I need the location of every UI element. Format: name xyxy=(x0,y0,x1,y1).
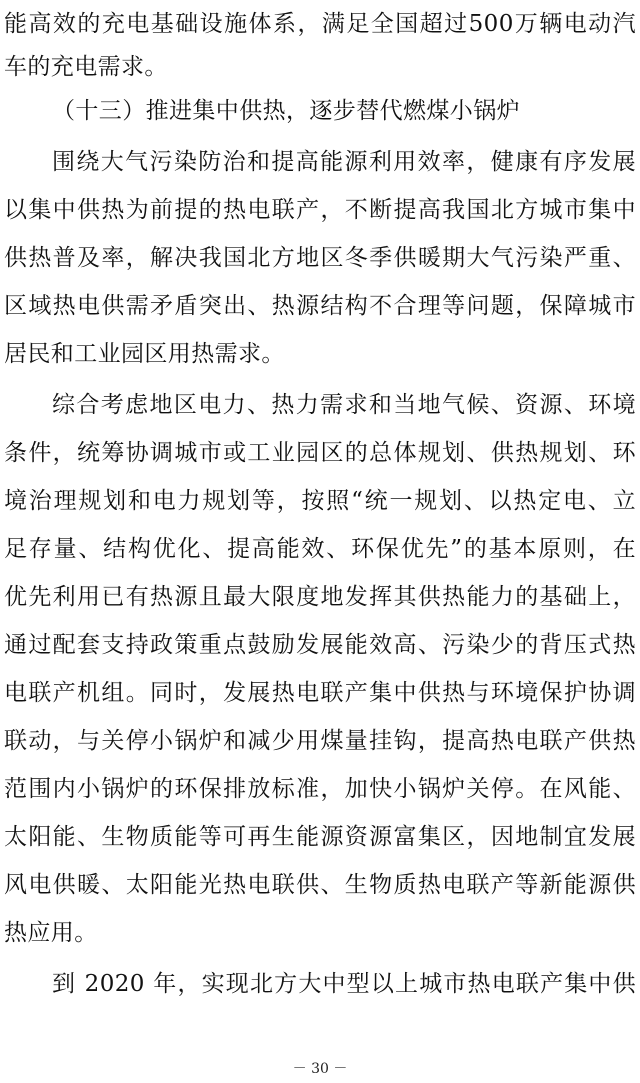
text-line: 通过配套支持政策重点鼓励发展能效高、污染少的背压式热 xyxy=(4,632,636,658)
text-line: 风电供暖、太阳能光热电联供、生物质热电联产等新能源供 xyxy=(4,872,636,898)
text-line: 区域热电供需矛盾突出、热源结构不合理等问题，保障城市 xyxy=(4,293,636,319)
text-line: 联动，与关停小锅炉和减少用煤量挂钩，提高热电联产供热 xyxy=(4,728,636,754)
section-heading: （十三）推进集中供热，逐步替代燃煤小锅炉 xyxy=(52,98,520,124)
text-line: 以集中供热为前提的热电联产，不断提高我国北方城市集中 xyxy=(4,197,636,223)
text-line: 围绕大气污染防治和提高能源利用效率，健康有序发展 xyxy=(52,149,636,175)
page-number: － 30 － xyxy=(292,1061,348,1077)
text-line: 范围内小锅炉的环保排放标准，加快小锅炉关停。在风能、 xyxy=(4,776,636,802)
text-line: 到 2020 年，实现北方大中型以上城市热电联产集中供 xyxy=(52,971,636,997)
text-line: 太阳能、生物质能等可再生能源资源富集区，因地制宜发展 xyxy=(4,824,636,850)
text-line: 电联产机组。同时，发展热电联产集中供热与环境保护协调 xyxy=(4,680,636,706)
text-line: 境治理规划和电力规划等，按照“统一规划、以热定电、立 xyxy=(4,488,636,514)
text-line: 供热普及率，解决我国北方地区冬季供暖期大气污染严重、 xyxy=(4,245,636,271)
text-line: 条件，统筹协调城市或工业园区的总体规划、供热规划、环 xyxy=(4,440,636,466)
text-line: 足存量、结构优化、提高能效、环保优先”的基本原则，在 xyxy=(4,536,636,562)
text-line: 车的充电需求。 xyxy=(4,54,168,80)
text-line: 居民和工业园区用热需求。 xyxy=(4,341,285,367)
text-line: 热应用。 xyxy=(4,920,98,946)
text-line: 能高效的充电基础设施体系，满足全国超过500万辆电动汽 xyxy=(4,11,636,37)
text-line: 优先利用已有热源且最大限度地发挥其供热能力的基础上， xyxy=(4,584,636,610)
text-line: 综合考虑地区电力、热力需求和当地气候、资源、环境 xyxy=(52,392,636,418)
